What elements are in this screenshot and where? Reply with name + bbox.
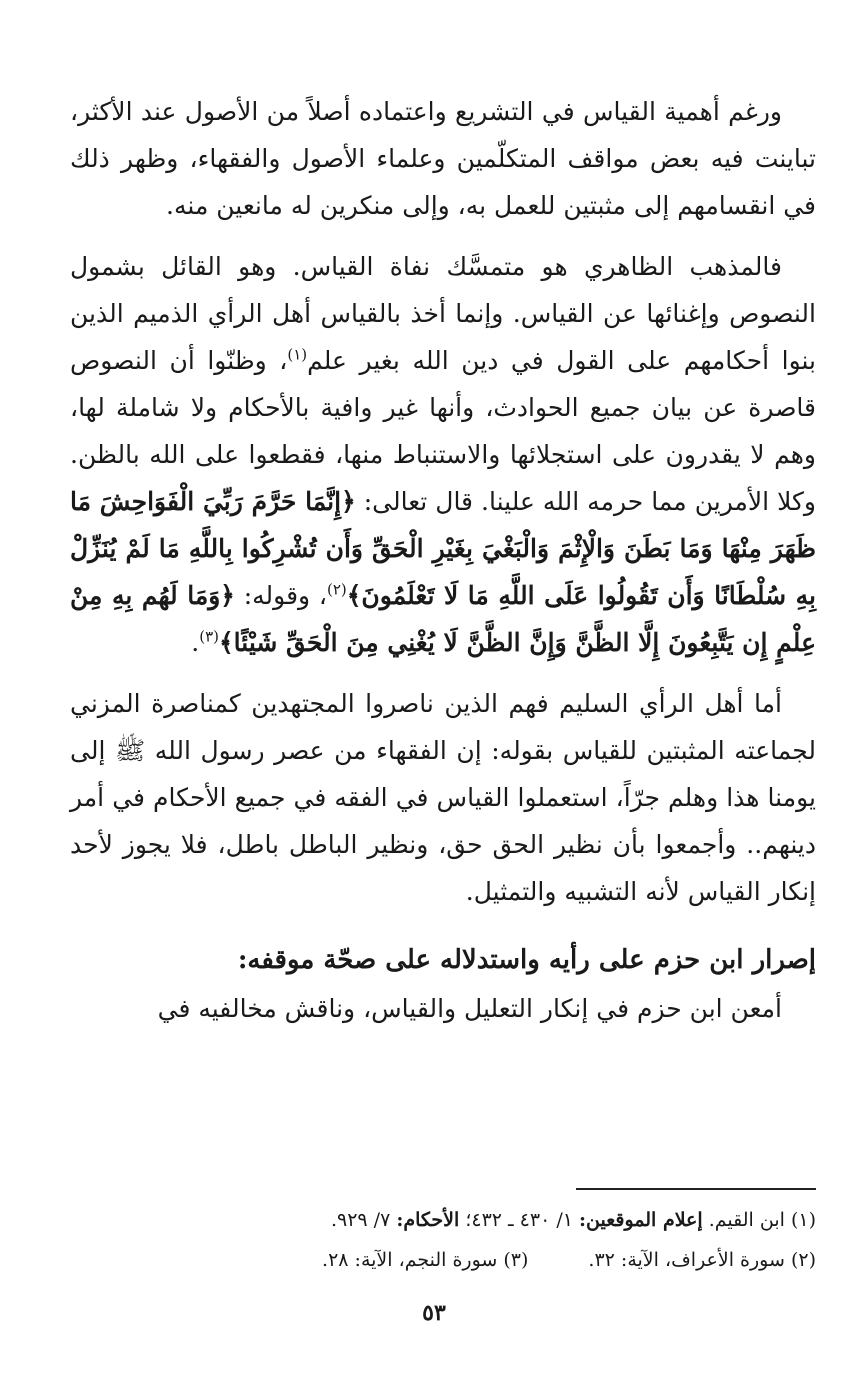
paragraph-ibn-hazm	[70, 985, 816, 1032]
paragraph-ahl-al-ray-text: أما أهل الرأي السليم فهم الذين ناصروا المجتهدين كمناصرة المزني لجماعته المثبتين للقياس بقوله: إن الفقهاء من عصر رسول الله ﷺ إلى يومنا هذا وهلم جرّاً، استعملوا القياس في الفقه في جميع الأحكام في أمر دينهم.. وأجمعوا بأن نظير الحق حق، ونظير الباطل باطل، فلا يجوز لأحد إنكار القياس لأنه التشبيه والتمثيل.	[70, 689, 816, 906]
footnote-1-book-title-2: الأحكام:	[396, 1209, 460, 1231]
footnote-1-pages-2: ٧/ ٩٢٩.	[330, 1209, 391, 1231]
paragraph-zahiri-text-d: ، وقوله:	[243, 581, 327, 610]
footnote-ref-3[interactable]: (٣)	[199, 627, 220, 646]
quran-verse-1: ﴿إِنَّمَا حَرَّمَ رَبِّيَ الْفَوَاحِشَ مَا ظَهَرَ مِنْهَا وَمَا بَطَنَ وَالْإِثْمَ وَالْبَغْيَ بِغَيْرِ الْحَقِّ وَأَن تُشْرِكُوا بِاللَّهِ مَا لَمْ يُنَزِّلْ بِهِ سُلْطَانًا وَأَن تَقُولُوا عَلَى اللَّهِ مَا لَا تَعْلَمُونَ﴾	[70, 487, 817, 610]
footnote-ref-2[interactable]: (٢)	[326, 580, 347, 599]
paragraph-zahiri-text-e: .	[191, 628, 200, 657]
footnote-ref-1[interactable]: (١)	[287, 345, 308, 364]
footnote-1-author: ابن القيم.	[708, 1209, 785, 1231]
paragraph-zahiri-text-a: فالمذهب الظاهري هو متمسَّك نفاة القياس. وهو القائل بشمول النصوص وإغنائها عن القياس. وإنما أخذ بالقياس أهل الرأي الذميم الذين بنوا أحكامهم على القول في دين الله بغير علم	[70, 252, 816, 375]
page-body	[70, 88, 816, 1032]
footnote-1	[70, 1200, 816, 1240]
paragraph-ibn-hazm-text: أمعن ابن حزم في إنكار التعليل والقياس، وناقش مخالفيه في	[157, 994, 782, 1023]
page-number: ٥٣	[422, 1300, 446, 1326]
footnote-1-number: (١)	[790, 1209, 816, 1231]
footnote-divider	[576, 1188, 816, 1190]
section-heading: إصرار ابن حزم على رأيه واستدلاله على صحّة موقفه:	[237, 945, 816, 975]
footnote-1-book-title: إعلام الموقعين:	[579, 1209, 703, 1231]
footnotes	[70, 1200, 816, 1280]
footnote-2: (٢) سورة الأعراف، الآية: ٣٢.	[588, 1249, 816, 1271]
paragraph-intro-text: ورغم أهمية القياس في التشريع واعتماده أصلاً من الأصول عند الأكثر، تباينت فيه بعض مواقف المتكلّمين وعلماء الأصول والفقهاء، وظهر ذلك في انقسامهم إلى مثبتين للعمل به، وإلى منكرين له مانعين منه.	[70, 97, 816, 220]
paragraph-zahiri-text-c: قال تعالى:	[363, 487, 474, 516]
paragraph-zahiri	[70, 243, 816, 666]
footnote-3: (٣) سورة النجم، الآية: ٢٨.	[322, 1249, 529, 1271]
footnote-1-content	[331, 1200, 816, 1240]
quran-verse-2: ﴿وَمَا لَهُم بِهِ مِنْ عِلْمٍ إِن يَتَّبِعُونَ إِلَّا الظَّنَّ وَإِنَّ الظَّنَّ لَا يُغْنِي مِنَ الْحَقِّ شَيْئًا﴾	[70, 581, 816, 657]
paragraph-ahl-al-ray	[70, 680, 816, 915]
footnote-row-2	[70, 1240, 816, 1280]
paragraph-intro	[70, 88, 816, 229]
paragraph-zahiri-text-b: ، وظنّوا أن النصوص قاصرة عن بيان جميع الحوادث، وأنها غير وافية بالأحكام ولا شاملة لها، وهم لا يقدرون على استجلائها والاستنباط منها، فقطعوا على الله بالظن. وكلا الأمرين مما حرمه الله علينا.	[70, 346, 816, 516]
footnote-1-pages: ١/ ٤٣٠ ـ ٤٣٢؛	[465, 1209, 573, 1231]
